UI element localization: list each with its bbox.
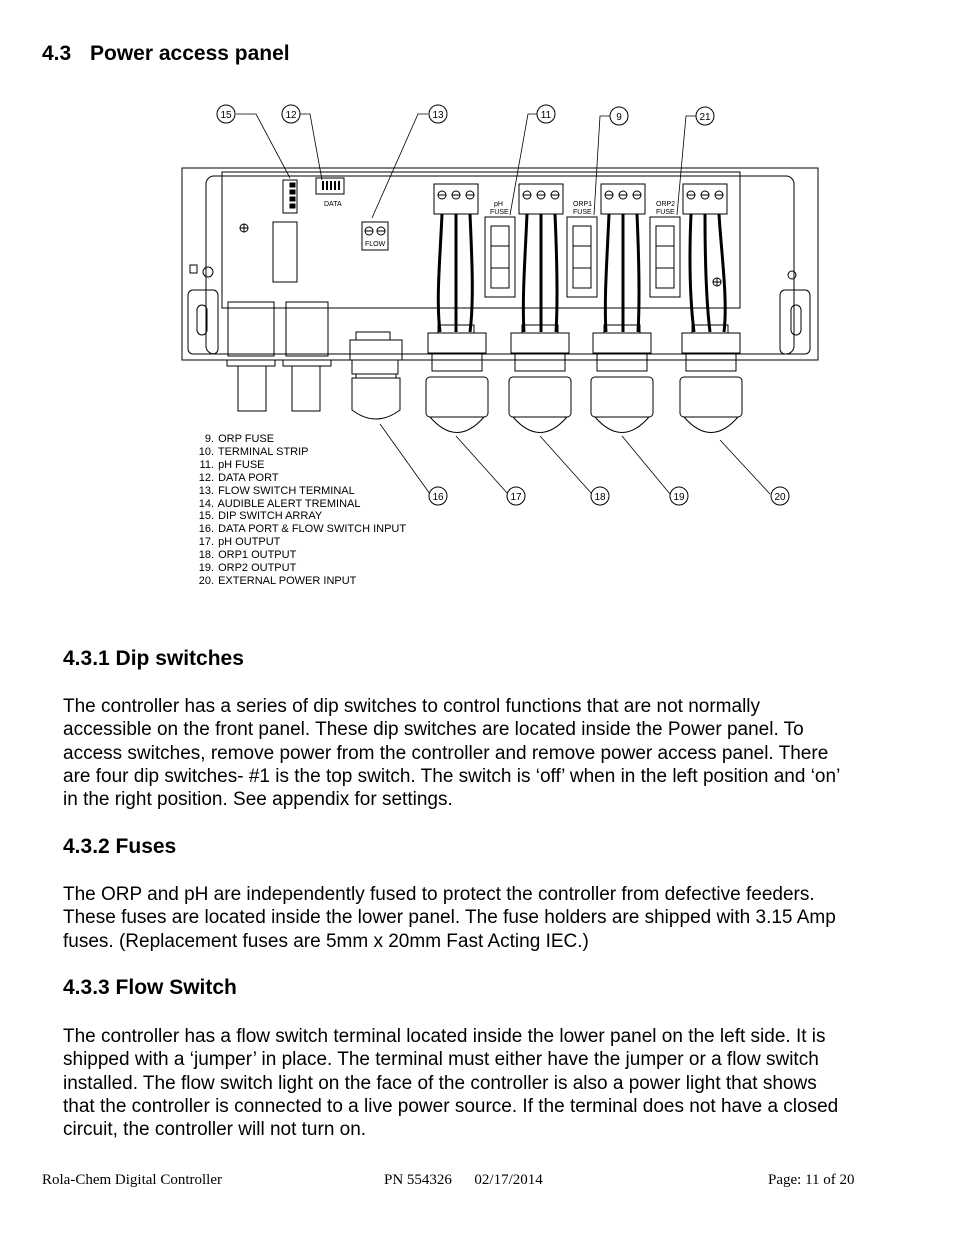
svg-text:9: 9 <box>616 112 622 123</box>
orp2-fuse-label-1: ORP2 <box>656 201 676 208</box>
side-slot-right <box>780 290 810 354</box>
section-title: Power access panel <box>90 42 290 65</box>
lower-post-1 <box>227 360 275 366</box>
legend-item: 10. TERMINAL STRIP <box>198 445 309 458</box>
screw-left <box>240 224 248 232</box>
cable-gland-18 <box>509 325 571 433</box>
dip-switches-paragraph: The controller has a series of dip switches to control functions that are not normally accessible on the front panel. These dip switches are located inside the Power panel. To access switches, remove power from the controller and remove power access panel. There are four dip switches- #1 is the top switch. The switch is ‘off’ when in the left position and ‘on’ in the right position. See appendix for settings. <box>63 696 841 811</box>
orp1-fuse-holder <box>567 217 597 297</box>
terminal-block-orp1 <box>519 184 563 214</box>
svg-text:19: 19 <box>673 492 685 503</box>
svg-text:12: 12 <box>285 110 297 121</box>
legend-item: 17. pH OUTPUT <box>198 536 281 549</box>
lower-post-1-body <box>238 366 266 411</box>
legend-item: 19. ORP2 OUTPUT <box>198 562 297 575</box>
callout-13 <box>429 105 447 123</box>
cable-gland-17 <box>426 325 488 433</box>
dip-switch-array <box>283 180 297 213</box>
svg-text:20: 20 <box>774 492 786 503</box>
callout-12 <box>282 105 300 123</box>
footer-center: PN 554326 02/17/2014 <box>384 1172 543 1188</box>
ph-fuse-label-1: pH <box>494 201 503 208</box>
legend-item: 18. ORP1 OUTPUT <box>198 549 297 562</box>
terminal-block-orp2 <box>601 184 645 214</box>
legend-item: 14. AUDIBLE ALERT TREMINAL <box>198 497 361 510</box>
svg-text:15: 15 <box>220 110 232 121</box>
subsection-heading-dip-switches: 4.3.1 Dip switches <box>63 647 244 670</box>
svg-text:17: 17 <box>510 492 522 503</box>
subsection-heading-flow-switch: 4.3.3 Flow Switch <box>63 976 237 999</box>
footer-left: Rola-Chem Digital Controller <box>42 1172 222 1188</box>
callout-20 <box>771 487 789 505</box>
svg-text:13: 13 <box>432 110 444 121</box>
orp1-fuse-label-1: ORP1 <box>573 201 593 208</box>
callout-21 <box>696 107 714 125</box>
flow-label: FLOW <box>365 241 386 248</box>
wires <box>438 214 725 332</box>
leader-lines-bottom <box>380 424 770 494</box>
legend-item: 13. FLOW SWITCH TERMINAL <box>198 484 355 497</box>
lower-post-2 <box>283 360 331 366</box>
section-heading <box>42 42 290 66</box>
flow-switch-paragraph: The controller has a flow switch terminal located inside the lower panel on the left side. It is shipped with a ‘jumper’ in place. The terminal must either have the jumper or a flow switch installed. The flow switch light on the face of the controller is also a power light that shows that the controller is connected to a live power source. If the terminal does not have a closed circuit, the controller will not turn on. <box>63 1026 839 1141</box>
screw-right <box>713 278 721 286</box>
orp2-fuse-holder <box>650 217 680 297</box>
subsection-heading-fuses: 4.3.2 Fuses <box>63 835 177 858</box>
callout-18 <box>591 487 609 505</box>
callout-11 <box>537 105 555 123</box>
terminal-block-ph <box>434 184 478 214</box>
svg-text:16: 16 <box>432 492 444 503</box>
legend-item: 11. pH FUSE <box>199 458 265 471</box>
cable-gland-19 <box>591 325 653 433</box>
audible-alert-block <box>273 222 297 282</box>
terminal-block-power <box>683 184 727 214</box>
data-port <box>316 178 344 194</box>
orp1-fuse-label-2: FUSE <box>573 209 592 216</box>
legend-item: 15. DIP SWITCH ARRAY <box>198 510 323 523</box>
section-number: 4.3 <box>42 42 72 65</box>
callout-16 <box>429 487 447 505</box>
legend-item: 12. DATA PORT <box>198 471 279 484</box>
mounting-hole-right <box>788 271 796 279</box>
footer-page-number: Page: 11 of 20 <box>768 1172 855 1188</box>
connector-housing-1 <box>228 302 274 356</box>
callout-19 <box>670 487 688 505</box>
cable-gland-20 <box>680 325 742 433</box>
callout-17 <box>507 487 525 505</box>
side-slot-right-inner <box>791 305 801 335</box>
callout-9 <box>610 107 628 125</box>
diagram-legend <box>186 433 406 588</box>
connector-housing-2 <box>286 302 328 356</box>
side-slot-left <box>188 290 218 354</box>
svg-text:21: 21 <box>699 112 711 123</box>
data-port-label: DATA <box>324 201 342 208</box>
square-marker <box>190 265 197 273</box>
legend-item: 20. EXTERNAL POWER INPUT <box>198 574 357 587</box>
cable-gland-16 <box>350 332 402 419</box>
orp2-fuse-label-2: FUSE <box>656 209 675 216</box>
legend-item: 16. DATA PORT & FLOW SWITCH INPUT <box>198 523 407 536</box>
ph-fuse-label-2: FUSE <box>490 209 509 216</box>
svg-text:11: 11 <box>540 110 552 121</box>
callout-15 <box>217 105 235 123</box>
mounting-hole-left <box>203 267 213 277</box>
ph-fuse-holder <box>485 217 515 297</box>
leader-lines-top <box>236 114 696 218</box>
svg-text:18: 18 <box>594 492 606 503</box>
legend-item: 9. ORP FUSE <box>204 433 275 445</box>
lower-post-2-body <box>292 366 320 411</box>
fuses-paragraph: The ORP and pH are independently fused to protect the controller from defective feeders. These fuses are located inside the lower panel. The fuse holders are shipped with 3.15 Amp fuses. (Replacement fuses are 5mm x 20mm Fast Acting IEC.) <box>63 884 836 952</box>
